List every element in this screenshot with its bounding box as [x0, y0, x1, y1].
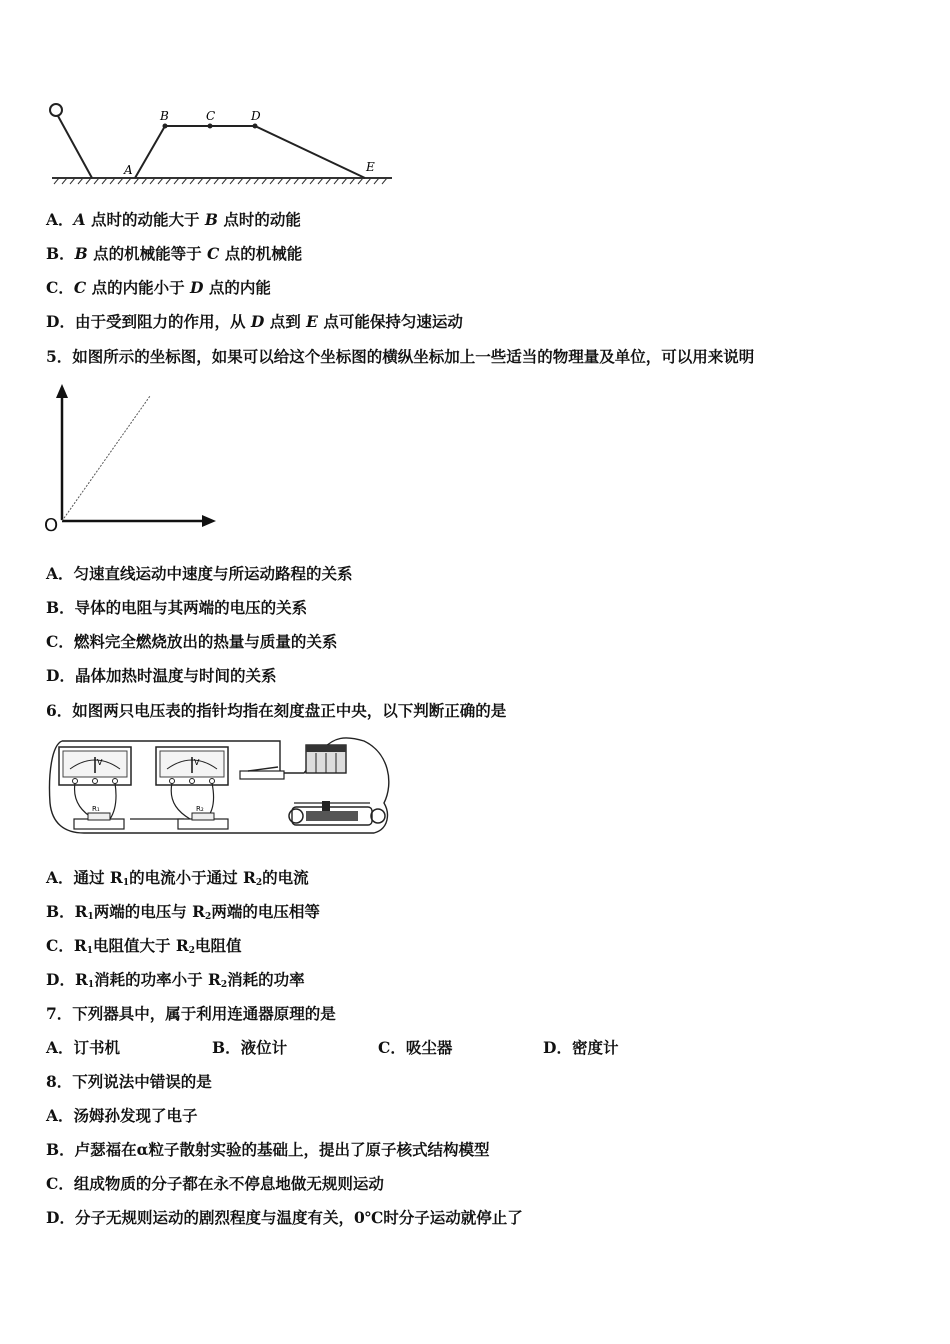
- q6-option-b: B．$R_1$两端的电压与 $R_2$两端的电压相等: [46, 902, 320, 922]
- q7-option-a: A．订书机: [46, 1038, 121, 1057]
- switch: [240, 767, 284, 779]
- svg-text:V: V: [97, 758, 103, 767]
- q5-stem: 5．如图所示的坐标图，如果可以给这个坐标图的横纵坐标加上一些适当的物理量及单位，可以用来说明: [46, 347, 755, 366]
- q7-option-d: D．密度计: [543, 1038, 619, 1057]
- point-label-b: B: [160, 109, 169, 123]
- q5-option-a: A．匀速直线运动中速度与所运动路程的关系: [46, 564, 353, 583]
- point-label-c: C: [206, 109, 216, 123]
- proportional-line: [62, 396, 150, 521]
- point-label-d: D: [251, 109, 261, 123]
- q4-option-d: D．由于受到阻力的作用，从 D 点到 E 点可能保持匀速运动: [46, 312, 463, 331]
- rheostat: [289, 801, 385, 825]
- svg-text:R₂: R₂: [196, 805, 204, 813]
- x-axis-arrow: [202, 515, 216, 527]
- q4-option-a: A．A 点时的动能大于 B 点时的动能: [46, 210, 301, 229]
- q7-option-c: C．吸尘器: [378, 1038, 453, 1057]
- track-path: [135, 126, 365, 178]
- ground-hatching: [52, 178, 392, 184]
- q7-option-b: B．液位计: [212, 1038, 288, 1057]
- q8-option-a: A．汤姆孙发现了电子: [46, 1106, 198, 1125]
- q8-stem: 8．下列说法中错误的是: [46, 1072, 212, 1091]
- svg-text:R₁: R₁: [92, 805, 100, 813]
- q6-circuit-figure: [44, 733, 404, 839]
- q8-option-d: D．分子无规则运动的剧烈程度与温度有关，0℃时分子运动就停止了: [46, 1208, 523, 1227]
- q5-option-c: C．燃料完全燃烧放出的热量与质量的关系: [46, 632, 338, 651]
- voltmeter-1: [59, 747, 131, 785]
- svg-text:V: V: [194, 758, 200, 767]
- resistor-r2: [178, 805, 228, 829]
- ball: [50, 104, 62, 116]
- point-label-a: A: [124, 163, 133, 177]
- q8-option-c: C．组成物质的分子都在永不停息地做无规则运动: [46, 1174, 384, 1193]
- voltmeter-2: [156, 747, 228, 785]
- q6-option-a: A．通过 $R_1$的电流小于通过 $R_2$的电流: [46, 868, 309, 888]
- q8-option-b: B．卢瑟福在α粒子散射实验的基础上，提出了原子核式结构模型: [46, 1140, 490, 1159]
- q5-coordinate-graph: [40, 380, 220, 535]
- y-axis-arrow: [56, 384, 68, 398]
- track-line: [58, 116, 92, 178]
- q5-option-b: B．导体的电阻与其两端的电压的关系: [46, 598, 308, 617]
- q6-option-c: C．$R_1$电阻值大于 $R_2$电阻值: [46, 936, 242, 956]
- q4-track-figure: [40, 95, 400, 187]
- q6-stem: 6．如图两只电压表的指针均指在刻度盘正中央，以下判断正确的是: [46, 701, 507, 720]
- battery: [306, 745, 346, 773]
- q5-option-d: D．晶体加热时温度与时间的关系: [46, 666, 277, 685]
- q4-option-b: B．B 点的机械能等于 C 点的机械能: [46, 244, 303, 263]
- q4-option-c: C．C 点的内能小于 D 点的内能: [46, 278, 271, 297]
- q7-stem: 7．下列器具中，属于利用连通器原理的是: [46, 1004, 336, 1023]
- origin-label: O: [44, 515, 59, 536]
- q6-option-d: D．$R_1$消耗的功率小于 $R_2$消耗的功率: [46, 970, 305, 990]
- point-label-e: E: [366, 160, 375, 174]
